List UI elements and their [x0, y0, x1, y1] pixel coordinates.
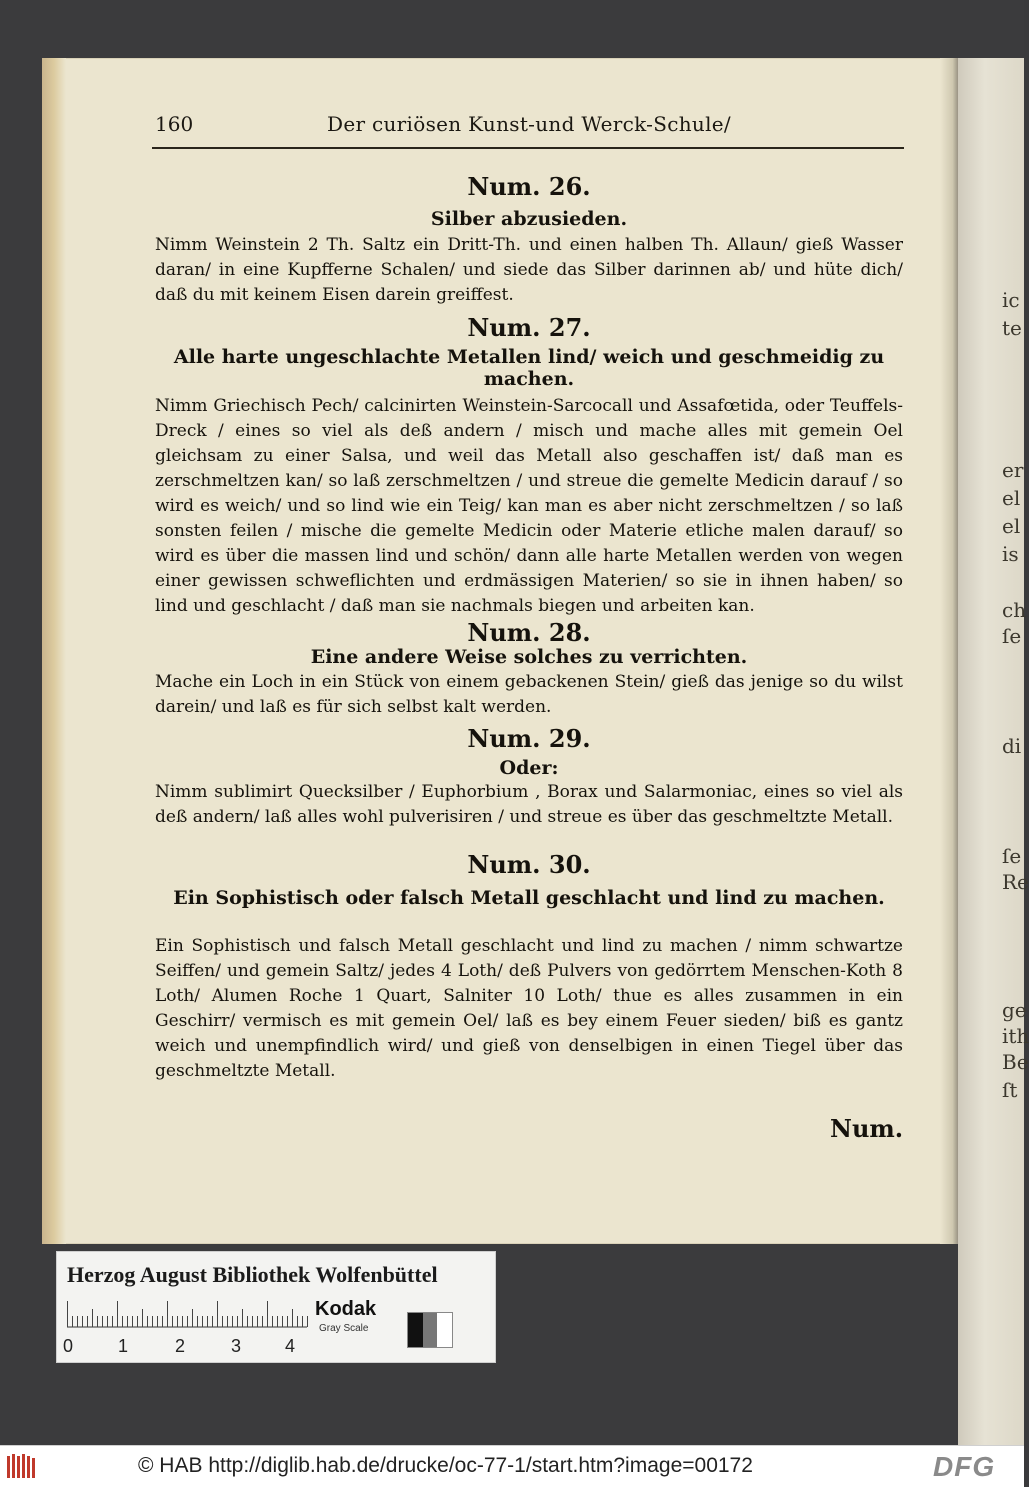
section-subheading: Oder: [499, 757, 559, 779]
ruler-scale [67, 1298, 307, 1328]
section-paragraph: Nimm Weinstein 2 Th. Saltz ein Dritt-Th. und einen halben Th. Allaun/ gieß Wasser daran/ in eine Kupfferne Schalen/ und siede das Silber darinnen ab/ und hüte dich/ daß du mit keinem Eisen darein greiffest. [155, 235, 903, 305]
header-rule [152, 147, 904, 149]
section-paragraph: Nimm Griechisch Pech/ calcinirten Weinstein-Sarcocall und Assafœtida, oder Teuffels-Dreck / eines so viel als deß andern / misch und mache alles mit gemein Oel gleichsam zu einer Salsa, und weil das Metall also geschaffen ist/ daß man es zerschmeltzen kan/ so laß zerschmeltzen / und streue die gemelte Medicin darauf / so wird es weich/ und so lind wie ein Teig/ kan man es aber nicht zerschmeltzen / so laß sonsten feilen / mische die gemelte Medicin oder Materie etliche malen darauf/ so wird es über die massen lind und schön/ dann alle harte Metallen werden von wegen einer gewissen schweflichten und erdmässigen Materien/ so sie in ihnen haben/ so lind und geschlacht / daß man sie nachmals biegen und arbeiten kan. [155, 396, 903, 616]
running-head: Der curiösen Kunst-und Werck-Schule/ [327, 112, 731, 136]
facing-page-edge: ic te er el el is ch ſe di ſe Re ge ith Be ſt [958, 58, 1024, 1448]
section-subheading: Eine andere Weise solches zu verrichten. [310, 646, 748, 668]
page-gutter [940, 58, 958, 1244]
ruler-number: 4 [285, 1336, 296, 1356]
section-paragraph: Mache ein Loch in ein Stück von einem gebackenen Stein/ gieß das jenige so du wilst darein/ und laß es für sich selbst kalt werden. [155, 672, 903, 717]
section-subheading: Silber abzusieden. [430, 208, 628, 230]
section-paragraph: Nimm sublimirt Quecksilber / Euphorbium , Borax und Salarmoniac, eines so viel als deß andern/ laß alles wohl pulverisiren / und streue es über das geschmeltzte Metall. [155, 782, 903, 827]
catchword: Num. [830, 1114, 904, 1143]
section-paragraph: Ein Sophistisch und falsch Metall geschlacht und lind zu machen / nimm schwartze Seiffen/ und gemein Saltz/ jedes 4 Loth/ deß Pulvers von gedörrtem Menschen-Koth 8 Loth/ Alumen Roche 1 Quart, Salniter 10 Loth/ thue es alles zusammen in ein Geschirr/ vermisch es mit gemein Oel/ laß es bey einem Feuer sieden/ biß es gantz weich und unempfindlich wird/ und gieß von denselbigen in einen Tiegel über das geschmeltzte Metall. [155, 936, 903, 1081]
ruler-number: 3 [231, 1336, 242, 1356]
library-name: Herzog August Bibliothek Wolfenbüttel [67, 1262, 438, 1287]
ruler-number: 2 [175, 1336, 186, 1356]
hab-logo-icon [6, 1452, 36, 1480]
section-subheading: Alle harte ungeschlachte Metallen lind/ weich und geschmeidig zu machen. [173, 346, 885, 390]
section-heading: Num. 26. [467, 172, 591, 201]
page-edge-shadow [42, 58, 66, 1244]
section-subheading: Ein Sophistisch oder falsch Metall geschlacht und lind zu machen. [173, 887, 885, 909]
page-header [155, 112, 900, 142]
ruler-number: 1 [118, 1336, 129, 1356]
copyright-link[interactable]: © HAB http://diglib.hab.de/drucke/oc-77-1/start.htm?image=00172 [138, 1454, 753, 1477]
gray-swatch [407, 1312, 453, 1348]
section-heading: Num. 27. [467, 313, 591, 342]
footer-bar [0, 1445, 1024, 1487]
ruler-numbers [63, 1336, 363, 1358]
library-scale-card [56, 1251, 496, 1363]
dfg-logo: DFG [933, 1451, 996, 1482]
ruler-number: 0 [63, 1336, 74, 1356]
gray-scale-caption: Gray Scale [319, 1323, 369, 1334]
section-heading: Num. 29. [467, 724, 591, 753]
section-heading: Num. 30. [467, 850, 591, 879]
section-heading: Num. 28. [467, 618, 591, 647]
page-number: 160 [155, 112, 194, 136]
kodak-brand: Kodak [315, 1298, 377, 1320]
